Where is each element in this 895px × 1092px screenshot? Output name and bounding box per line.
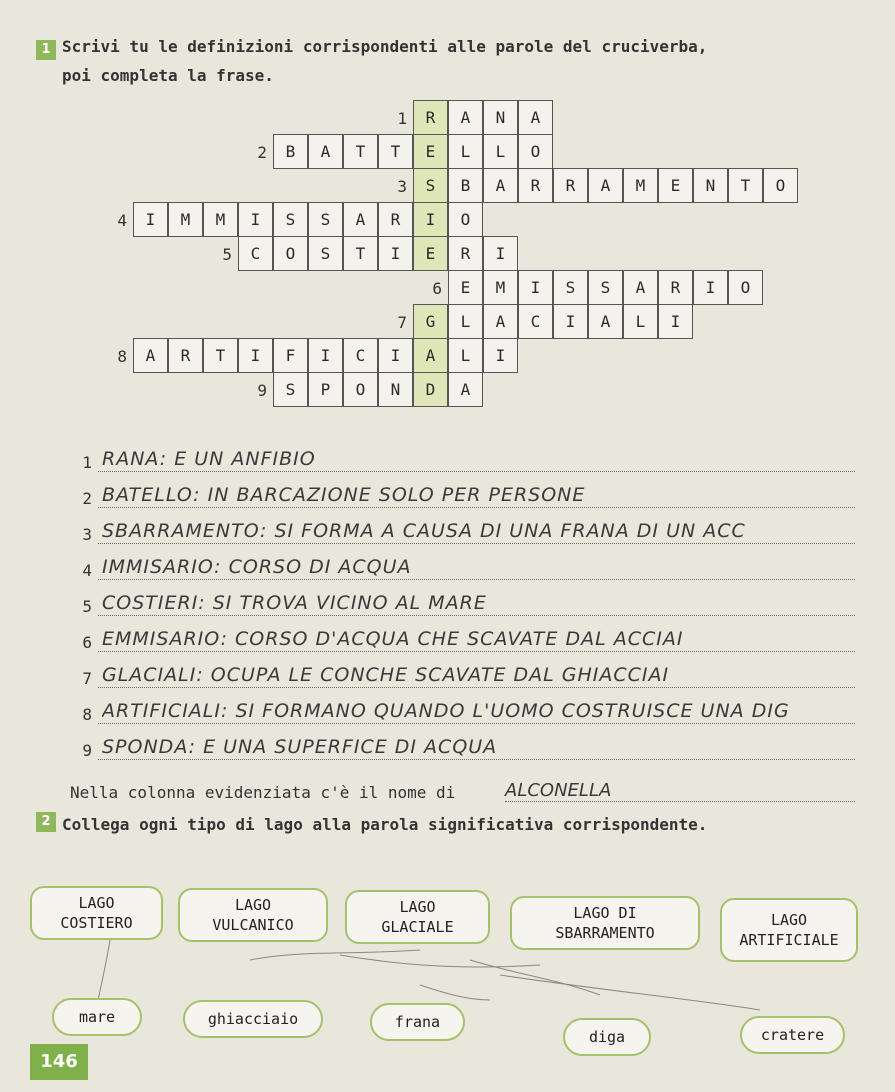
crossword-clue-number: 6 xyxy=(432,279,442,298)
crossword-cell[interactable]: A xyxy=(343,202,378,237)
crossword-cell[interactable]: A xyxy=(588,168,623,203)
crossword-cell[interactable]: S xyxy=(588,270,623,305)
crossword-cell[interactable]: I xyxy=(518,270,553,305)
lake-type-line2: COSTIERO xyxy=(60,914,133,932)
crossword-cell[interactable]: R xyxy=(518,168,553,203)
crossword-cell[interactable]: A xyxy=(483,304,518,339)
definition-answer[interactable]: IMMISARIO: CORSO DI ACQUA xyxy=(102,556,412,578)
crossword-cell[interactable]: S xyxy=(553,270,588,305)
lake-type-pill[interactable] xyxy=(345,890,490,944)
crossword-cell[interactable]: T xyxy=(343,134,378,169)
crossword-cell[interactable]: O xyxy=(728,270,763,305)
crossword-cell[interactable]: O xyxy=(273,236,308,271)
crossword-cell[interactable]: E xyxy=(658,168,693,203)
exercise-1-instruction-line2: poi completa la frase. xyxy=(62,66,274,85)
crossword-cell[interactable]: S xyxy=(308,202,343,237)
crossword-cell[interactable]: A xyxy=(448,372,483,407)
definition-answer[interactable]: COSTIERI: SI TROVA VICINO AL MARE xyxy=(102,592,487,614)
word-pill[interactable]: mare xyxy=(52,998,142,1036)
word-pill[interactable]: diga xyxy=(563,1018,651,1056)
exercise-2-badge: 2 xyxy=(36,812,56,832)
connection-line xyxy=(420,985,490,1000)
definition-number: 2 xyxy=(82,489,92,508)
crossword-cell[interactable]: C xyxy=(238,236,273,271)
crossword-cell[interactable]: R xyxy=(378,202,413,237)
crossword-cell[interactable]: D xyxy=(413,372,448,407)
definition-number: 6 xyxy=(82,633,92,652)
lake-type-pill[interactable] xyxy=(720,898,858,962)
lake-type-pill[interactable] xyxy=(510,896,700,950)
crossword-cell[interactable]: I xyxy=(238,202,273,237)
crossword-cell[interactable]: O xyxy=(518,134,553,169)
word-pill[interactable]: frana xyxy=(370,1003,465,1041)
crossword-cell[interactable]: E xyxy=(413,236,448,271)
crossword-cell[interactable]: A xyxy=(483,168,518,203)
crossword-cell[interactable]: S xyxy=(273,372,308,407)
crossword-cell[interactable]: I xyxy=(413,202,448,237)
definition-number: 4 xyxy=(82,561,92,580)
crossword-cell[interactable]: S xyxy=(413,168,448,203)
completion-answer[interactable]: ALCONELLA xyxy=(505,780,855,802)
crossword-cell[interactable]: M xyxy=(623,168,658,203)
lake-type-line2: ARTIFICIALE xyxy=(739,931,839,949)
crossword-cell[interactable]: M xyxy=(203,202,238,237)
connection-line xyxy=(340,955,540,967)
crossword-clue-number: 5 xyxy=(222,245,232,264)
crossword-cell[interactable]: A xyxy=(133,338,168,373)
crossword-cell[interactable]: N xyxy=(693,168,728,203)
crossword-cell[interactable]: L xyxy=(483,134,518,169)
crossword-clue-number: 8 xyxy=(117,347,127,366)
crossword-cell[interactable]: A xyxy=(588,304,623,339)
crossword-cell[interactable]: A xyxy=(448,100,483,135)
crossword-clue-number: 7 xyxy=(397,313,407,332)
crossword-cell[interactable]: I xyxy=(483,338,518,373)
lake-type-pill[interactable] xyxy=(30,886,163,940)
lake-type-line1: LAGO xyxy=(770,910,808,929)
crossword-cell[interactable]: A xyxy=(308,134,343,169)
crossword-clue-number: 4 xyxy=(117,211,127,230)
exercise-1-badge: 1 xyxy=(36,40,56,60)
crossword-cell[interactable]: R xyxy=(448,236,483,271)
lake-type-line1: LAGO xyxy=(78,893,115,912)
crossword-cell[interactable]: M xyxy=(168,202,203,237)
crossword-cell[interactable]: P xyxy=(308,372,343,407)
definition-number: 1 xyxy=(82,453,92,472)
crossword-cell[interactable]: L xyxy=(448,338,483,373)
crossword-cell[interactable]: S xyxy=(273,202,308,237)
crossword-cell[interactable]: T xyxy=(378,134,413,169)
word-pill[interactable]: cratere xyxy=(740,1016,845,1054)
lake-type-line2: GLACIALE xyxy=(381,918,454,936)
exercise-2-instruction: Collega ogni tipo di lago alla parola significativa corrispondente. xyxy=(62,815,708,834)
crossword-cell[interactable]: B xyxy=(448,168,483,203)
crossword-cell[interactable]: E xyxy=(448,270,483,305)
definition-number: 5 xyxy=(82,597,92,616)
crossword-cell[interactable]: T xyxy=(203,338,238,373)
crossword-cell[interactable]: T xyxy=(343,236,378,271)
crossword-cell[interactable]: I xyxy=(658,304,693,339)
crossword-cell[interactable]: R xyxy=(658,270,693,305)
word-pill[interactable]: ghiacciaio xyxy=(183,1000,323,1038)
lake-type-line2: SBARRAMENTO xyxy=(555,924,655,942)
definition-answer[interactable]: EMMISARIO: CORSO D'ACQUA CHE SCAVATE DAL ACCIAI xyxy=(102,628,684,650)
crossword-cell[interactable]: I xyxy=(308,338,343,373)
crossword-clue-number: 2 xyxy=(257,143,267,162)
crossword-cell[interactable]: I xyxy=(378,236,413,271)
crossword-cell[interactable]: E xyxy=(413,134,448,169)
lake-type-line2: VULCANICO xyxy=(212,916,294,934)
definition-number: 9 xyxy=(82,741,92,760)
crossword-cell[interactable]: I xyxy=(133,202,168,237)
crossword-cell[interactable]: T xyxy=(728,168,763,203)
connection-line xyxy=(250,950,420,960)
crossword-cell[interactable]: O xyxy=(763,168,798,203)
crossword-cell[interactable]: I xyxy=(553,304,588,339)
crossword-cell[interactable]: A xyxy=(518,100,553,135)
definition-number: 3 xyxy=(82,525,92,544)
definition-number: 7 xyxy=(82,669,92,688)
crossword-cell[interactable]: L xyxy=(448,304,483,339)
lake-type-line1: LAGO DI xyxy=(573,903,637,922)
crossword-cell[interactable]: O xyxy=(448,202,483,237)
definition-answer[interactable]: SPONDA: E UNA SUPERFICE DI ACQUA xyxy=(102,736,498,758)
crossword-cell[interactable]: O xyxy=(343,372,378,407)
crossword-cell[interactable]: F xyxy=(273,338,308,373)
crossword-cell[interactable]: I xyxy=(378,338,413,373)
page-number: 146 xyxy=(30,1044,88,1080)
crossword-cell[interactable]: R xyxy=(553,168,588,203)
definition-answer[interactable]: BATELLO: IN BARCAZIONE SOLO PER PERSONE xyxy=(102,484,586,506)
crossword-cell[interactable]: M xyxy=(483,270,518,305)
crossword-cell[interactable]: L xyxy=(623,304,658,339)
lake-type-line1: LAGO xyxy=(234,895,272,914)
crossword-clue-number: 3 xyxy=(397,177,407,196)
crossword-cell[interactable]: I xyxy=(693,270,728,305)
crossword-cell[interactable]: C xyxy=(343,338,378,373)
crossword-clue-number: 1 xyxy=(397,109,407,128)
exercise-1-instruction-line1: Scrivi tu le definizioni corrispondenti alle parole del cruciverba, xyxy=(62,37,708,56)
crossword-cell[interactable]: N xyxy=(483,100,518,135)
crossword-cell[interactable]: R xyxy=(168,338,203,373)
definition-answer[interactable]: GLACIALI: OCUPA LE CONCHE SCAVATE DAL GHIACCIAI xyxy=(102,664,670,686)
crossword-cell[interactable]: R xyxy=(413,100,448,135)
crossword-cell[interactable]: C xyxy=(518,304,553,339)
crossword-cell[interactable]: B xyxy=(273,134,308,169)
connection-line xyxy=(500,975,760,1010)
crossword-cell[interactable]: I xyxy=(483,236,518,271)
crossword-cell[interactable]: S xyxy=(308,236,343,271)
lake-type-pill[interactable] xyxy=(178,888,328,942)
crossword-cell[interactable]: A xyxy=(413,338,448,373)
crossword-cell[interactable]: A xyxy=(623,270,658,305)
definition-answer[interactable]: SBARRAMENTO: SI FORMA A CAUSA DI UNA FRANA DI UN ACC xyxy=(102,520,746,542)
crossword-cell[interactable]: I xyxy=(238,338,273,373)
definition-answer[interactable]: RANA: E UN ANFIBIO xyxy=(102,448,316,470)
crossword-cell[interactable]: L xyxy=(448,134,483,169)
definition-answer[interactable]: ARTIFICIALI: SI FORMANO QUANDO L'UOMO COSTRUISCE UNA DIG xyxy=(102,700,790,722)
completion-sentence: Nella colonna evidenziata c'è il nome di xyxy=(70,783,456,802)
crossword-cell[interactable]: N xyxy=(378,372,413,407)
lake-type-line1: LAGO xyxy=(399,897,436,916)
definition-number: 8 xyxy=(82,705,92,724)
crossword-clue-number: 9 xyxy=(257,381,267,400)
crossword-cell[interactable]: G xyxy=(413,304,448,339)
